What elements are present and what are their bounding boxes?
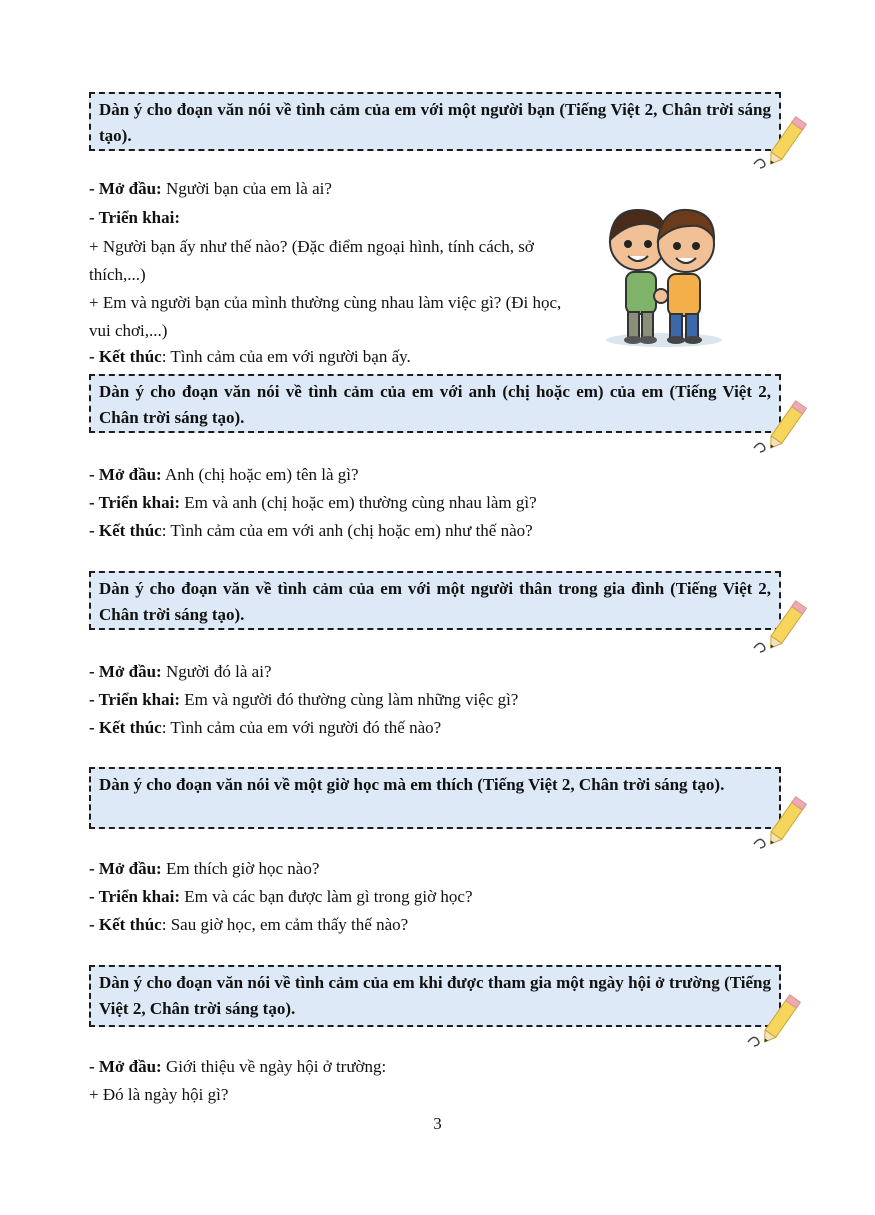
item-bullet: + Đó là ngày hội gì?: [89, 1085, 229, 1104]
pencil-icon: [746, 794, 816, 854]
pencil-icon: [746, 398, 816, 458]
pencil-icon: [746, 114, 816, 174]
section-heading-sibling: Dàn ý cho đoạn văn nói về tình cảm của em với anh (chị hoặc em) của em (Tiếng Việt 2, Chân trời sáng tạo).: [89, 374, 781, 433]
section-heading-family: Dàn ý cho đoạn văn về tình cảm của em với một người thân trong gia đình (Tiếng Việt 2, Chân trời sáng tạo).: [89, 571, 781, 630]
item-mo-dau: - Mở đầu: Người đó là ai?: [89, 662, 272, 681]
item-mo-dau: - Mở đầu: Anh (chị hoặc em) tên là gì?: [89, 465, 359, 484]
item-trien-khai: - Triển khai:: [89, 208, 180, 227]
item-bullet-1: + Người bạn ấy như thế nào? (Đặc điểm ngoại hình, tính cách, sở thích,...): [89, 237, 534, 284]
pencil-icon: [746, 598, 816, 658]
pencil-icon: [740, 992, 810, 1052]
item-ket-thuc: - Kết thúc: Tình cảm của em với người đó thế nào?: [89, 718, 442, 737]
section-heading-lesson: Dàn ý cho đoạn văn nói về một giờ học mà em thích (Tiếng Việt 2, Chân trời sáng tạo).: [89, 767, 781, 829]
two-boys-illustration: [598, 200, 730, 350]
page-number: 3: [433, 1114, 442, 1133]
item-mo-dau: - Mở đầu: Em thích giờ học nào?: [89, 859, 320, 878]
item-ket-thuc: - Kết thúc: Tình cảm của em với anh (chị hoặc em) như thế nào?: [89, 521, 533, 540]
item-trien-khai: - Triển khai: Em và các bạn được làm gì trong giờ học?: [89, 887, 473, 906]
section-heading-school-festival: Dàn ý cho đoạn văn nói về tình cảm của em khi được tham gia một ngày hội ở trường (Tiếng Việt 2, Chân trời sáng tạo).: [89, 965, 781, 1027]
item-bullet-2: + Em và người bạn của mình thường cùng nhau làm việc gì? (Đi học, vui chơi,...): [89, 293, 562, 340]
item-trien-khai: - Triển khai: Em và người đó thường cùng làm những việc gì?: [89, 690, 519, 709]
section-heading-friend: Dàn ý cho đoạn văn nói về tình cảm của em với một người bạn (Tiếng Việt 2, Chân trời sáng tạo).: [89, 92, 781, 151]
item-trien-khai: - Triển khai: Em và anh (chị hoặc em) thường cùng nhau làm gì?: [89, 493, 537, 512]
item-mo-dau: - Mở đầu: Giới thiệu về ngày hội ở trường:: [89, 1057, 387, 1076]
item-ket-thuc: - Kết thúc: Sau giờ học, em cảm thấy thế nào?: [89, 915, 409, 934]
item-ket-thuc: - Kết thúc: Tình cảm của em với người bạn ấy.: [89, 347, 411, 366]
item-mo-dau: - Mở đầu: Người bạn của em là ai?: [89, 179, 332, 198]
